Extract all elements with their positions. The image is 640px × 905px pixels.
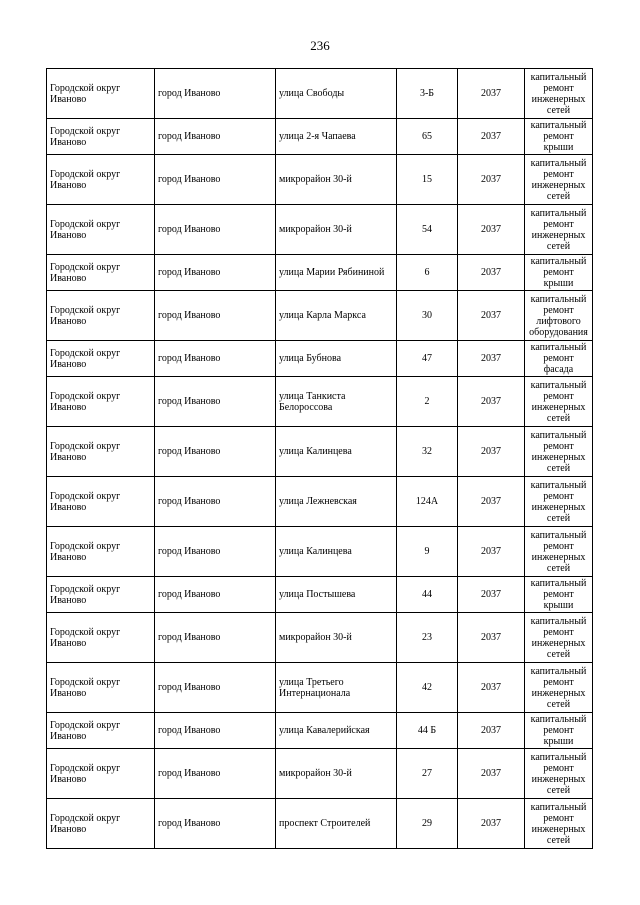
street-cell: микрорайон 30-й xyxy=(276,155,397,205)
city-cell: город Иваново xyxy=(155,255,276,291)
city-cell: город Иваново xyxy=(155,527,276,577)
house-number-cell: 65 xyxy=(397,119,458,155)
work-type-cell: капитальный ремонт инженерных сетей xyxy=(525,427,593,477)
street-cell: микрорайон 30-й xyxy=(276,749,397,799)
year-cell: 2037 xyxy=(458,205,525,255)
street-cell: улица Лежневская xyxy=(276,477,397,527)
city-cell: город Иваново xyxy=(155,749,276,799)
year-cell: 2037 xyxy=(458,427,525,477)
registry-table-body xyxy=(47,69,593,849)
table-row xyxy=(47,663,593,713)
city-cell: город Иваново xyxy=(155,427,276,477)
street-cell: улица Танкиста Белороссова xyxy=(276,377,397,427)
city-cell: город Иваново xyxy=(155,69,276,119)
city-cell: город Иваново xyxy=(155,799,276,849)
okrug-cell: Городской округ Иваново xyxy=(47,291,155,341)
table-row xyxy=(47,713,593,749)
year-cell: 2037 xyxy=(458,663,525,713)
okrug-cell: Городской округ Иваново xyxy=(47,713,155,749)
year-cell: 2037 xyxy=(458,291,525,341)
okrug-cell: Городской округ Иваново xyxy=(47,613,155,663)
street-cell: улица 2-я Чапаева xyxy=(276,119,397,155)
city-cell: город Иваново xyxy=(155,613,276,663)
page-number: 236 xyxy=(310,38,330,53)
okrug-cell: Городской округ Иваново xyxy=(47,69,155,119)
house-number-cell: 2 xyxy=(397,377,458,427)
table-row xyxy=(47,477,593,527)
okrug-cell: Городской округ Иваново xyxy=(47,799,155,849)
house-number-cell: 27 xyxy=(397,749,458,799)
street-cell: улица Постышева xyxy=(276,577,397,613)
year-cell: 2037 xyxy=(458,377,525,427)
house-number-cell: 124А xyxy=(397,477,458,527)
city-cell: город Иваново xyxy=(155,663,276,713)
street-cell: улица Калинцева xyxy=(276,527,397,577)
okrug-cell: Городской округ Иваново xyxy=(47,749,155,799)
work-type-cell: капитальный ремонт фасада xyxy=(525,341,593,377)
street-cell: улица Бубнова xyxy=(276,341,397,377)
okrug-cell: Городской округ Иваново xyxy=(47,577,155,613)
city-cell: город Иваново xyxy=(155,713,276,749)
okrug-cell: Городской округ Иваново xyxy=(47,427,155,477)
okrug-cell: Городской округ Иваново xyxy=(47,155,155,205)
table-row xyxy=(47,377,593,427)
year-cell: 2037 xyxy=(458,255,525,291)
house-number-cell: 42 xyxy=(397,663,458,713)
work-type-cell: капитальный ремонт инженерных сетей xyxy=(525,155,593,205)
house-number-cell: 23 xyxy=(397,613,458,663)
okrug-cell: Городской округ Иваново xyxy=(47,377,155,427)
street-cell: проспект Строителей xyxy=(276,799,397,849)
registry-table xyxy=(46,68,593,849)
table-row xyxy=(47,799,593,849)
city-cell: город Иваново xyxy=(155,205,276,255)
house-number-cell: 54 xyxy=(397,205,458,255)
city-cell: город Иваново xyxy=(155,341,276,377)
year-cell: 2037 xyxy=(458,749,525,799)
table-row xyxy=(47,291,593,341)
year-cell: 2037 xyxy=(458,799,525,849)
city-cell: город Иваново xyxy=(155,577,276,613)
house-number-cell: 44 Б xyxy=(397,713,458,749)
work-type-cell: капитальный ремонт инженерных сетей xyxy=(525,205,593,255)
table-row xyxy=(47,527,593,577)
street-cell: улица Карла Маркса xyxy=(276,291,397,341)
house-number-cell: 9 xyxy=(397,527,458,577)
year-cell: 2037 xyxy=(458,341,525,377)
street-cell: микрорайон 30-й xyxy=(276,613,397,663)
year-cell: 2037 xyxy=(458,713,525,749)
year-cell: 2037 xyxy=(458,155,525,205)
work-type-cell: капитальный ремонт лифтового оборудования xyxy=(525,291,593,341)
city-cell: город Иваново xyxy=(155,477,276,527)
house-number-cell: 30 xyxy=(397,291,458,341)
table-row xyxy=(47,205,593,255)
okrug-cell: Городской округ Иваново xyxy=(47,341,155,377)
work-type-cell: капитальный ремонт крыши xyxy=(525,713,593,749)
table-row xyxy=(47,155,593,205)
house-number-cell: 3-Б xyxy=(397,69,458,119)
year-cell: 2037 xyxy=(458,613,525,663)
work-type-cell: капитальный ремонт инженерных сетей xyxy=(525,69,593,119)
work-type-cell: капитальный ремонт инженерных сетей xyxy=(525,799,593,849)
okrug-cell: Городской округ Иваново xyxy=(47,527,155,577)
year-cell: 2037 xyxy=(458,577,525,613)
okrug-cell: Городской округ Иваново xyxy=(47,477,155,527)
table-row xyxy=(47,427,593,477)
house-number-cell: 15 xyxy=(397,155,458,205)
table-row xyxy=(47,255,593,291)
street-cell: улица Свободы xyxy=(276,69,397,119)
city-cell: город Иваново xyxy=(155,155,276,205)
work-type-cell: капитальный ремонт инженерных сетей xyxy=(525,749,593,799)
work-type-cell: капитальный ремонт инженерных сетей xyxy=(525,527,593,577)
work-type-cell: капитальный ремонт крыши xyxy=(525,577,593,613)
house-number-cell: 44 xyxy=(397,577,458,613)
table-row xyxy=(47,749,593,799)
street-cell: улица Третьего Интернационала xyxy=(276,663,397,713)
work-type-cell: капитальный ремонт крыши xyxy=(525,119,593,155)
street-cell: микрорайон 30-й xyxy=(276,205,397,255)
table-row xyxy=(47,69,593,119)
street-cell: улица Калинцева xyxy=(276,427,397,477)
work-type-cell: капитальный ремонт инженерных сетей xyxy=(525,477,593,527)
work-type-cell: капитальный ремонт инженерных сетей xyxy=(525,377,593,427)
year-cell: 2037 xyxy=(458,69,525,119)
house-number-cell: 32 xyxy=(397,427,458,477)
table-row xyxy=(47,341,593,377)
year-cell: 2037 xyxy=(458,119,525,155)
okrug-cell: Городской округ Иваново xyxy=(47,255,155,291)
table-row xyxy=(47,613,593,663)
year-cell: 2037 xyxy=(458,477,525,527)
house-number-cell: 47 xyxy=(397,341,458,377)
okrug-cell: Городской округ Иваново xyxy=(47,663,155,713)
house-number-cell: 6 xyxy=(397,255,458,291)
okrug-cell: Городской округ Иваново xyxy=(47,205,155,255)
table-row xyxy=(47,577,593,613)
city-cell: город Иваново xyxy=(155,291,276,341)
house-number-cell: 29 xyxy=(397,799,458,849)
city-cell: город Иваново xyxy=(155,119,276,155)
city-cell: город Иваново xyxy=(155,377,276,427)
year-cell: 2037 xyxy=(458,527,525,577)
work-type-cell: капитальный ремонт инженерных сетей xyxy=(525,663,593,713)
table-row xyxy=(47,119,593,155)
work-type-cell: капитальный ремонт крыши xyxy=(525,255,593,291)
street-cell: улица Кавалерийская xyxy=(276,713,397,749)
okrug-cell: Городской округ Иваново xyxy=(47,119,155,155)
street-cell: улица Марии Рябининой xyxy=(276,255,397,291)
work-type-cell: капитальный ремонт инженерных сетей xyxy=(525,613,593,663)
